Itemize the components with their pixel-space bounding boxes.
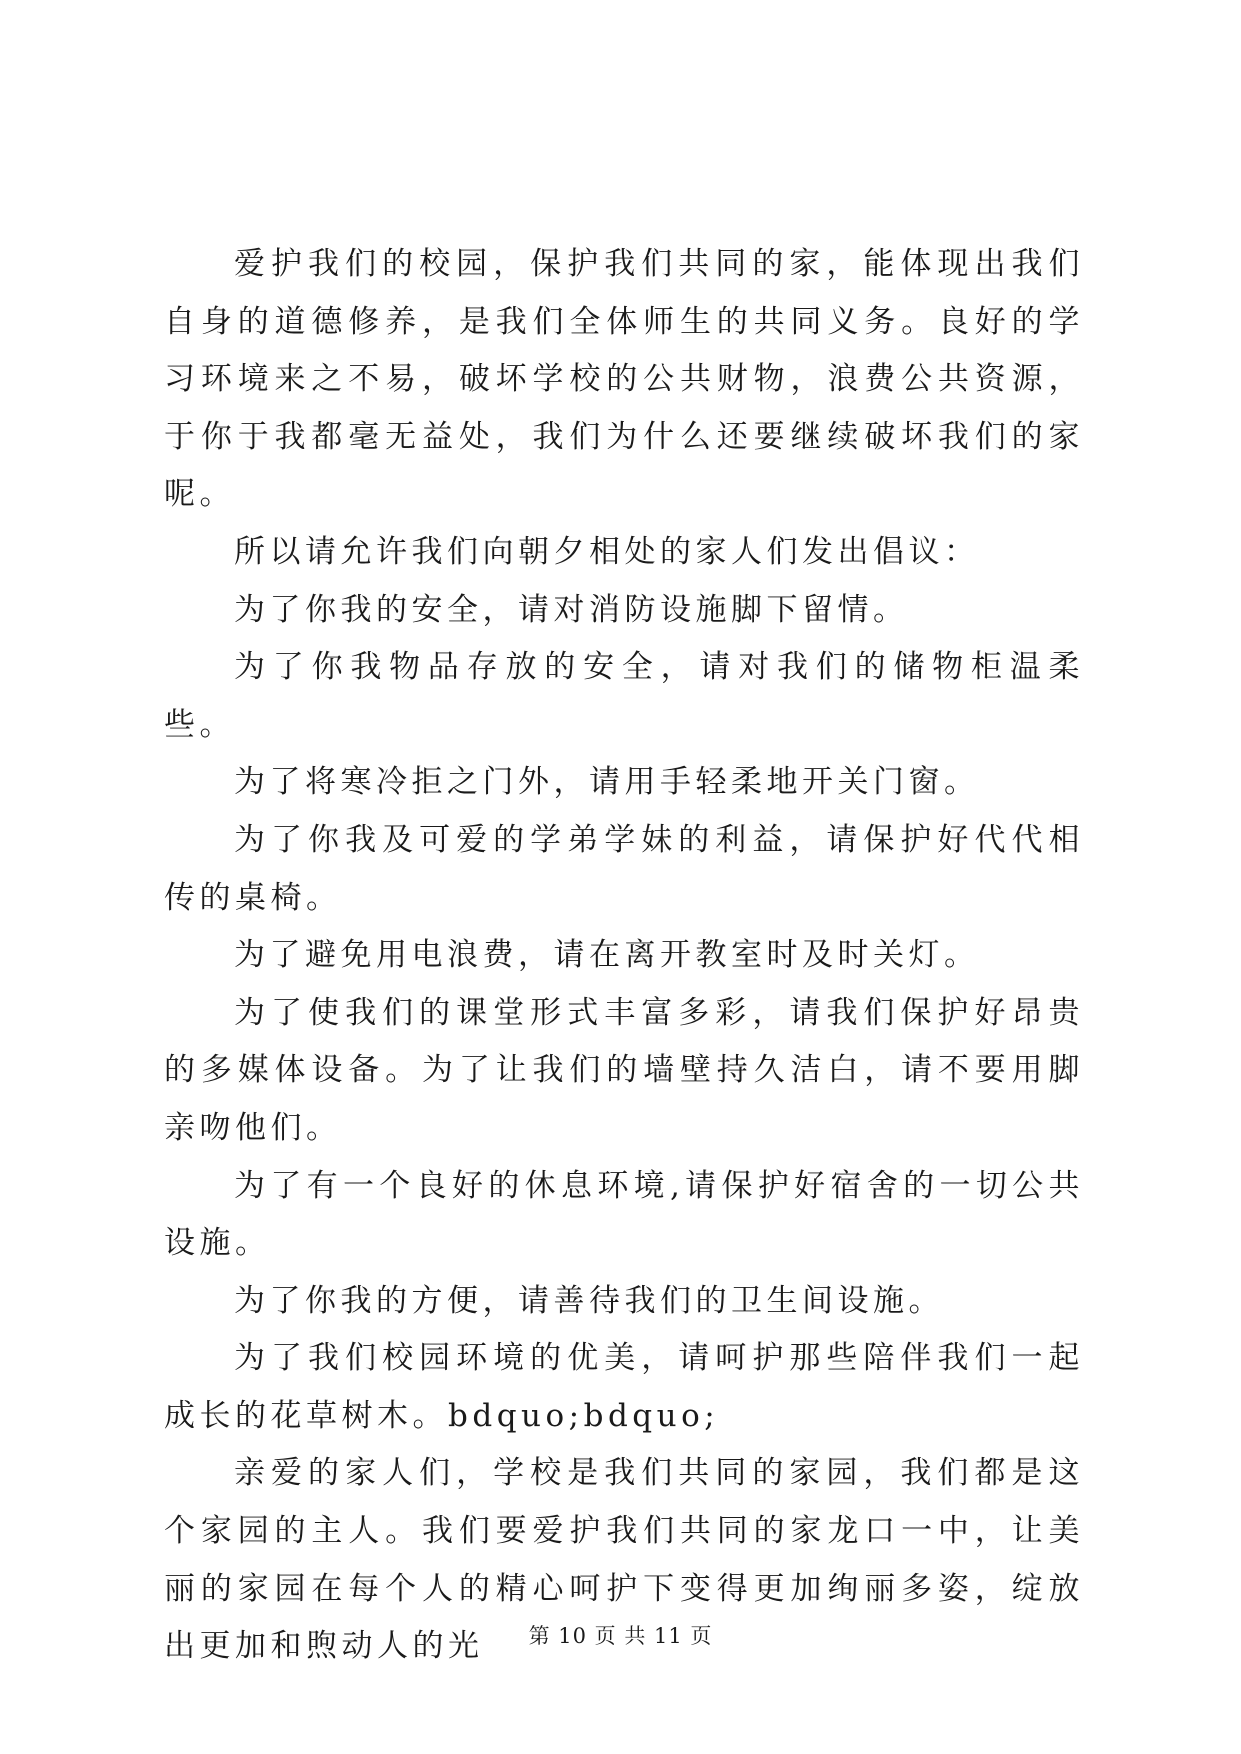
paragraph-9: 为了有一个良好的休息环境,请保护好宿舍的一切公共设施。 bbox=[164, 1167, 1084, 1262]
paragraph-11: 为了我们校园环境的优美，请呵护那些陪伴我们一起成长的花草树木。bdquo;bdquo; bbox=[164, 1340, 1084, 1434]
paragraph-2: 所以请允许我们向朝夕相处的家人们发出倡议： bbox=[234, 533, 980, 570]
paragraph-10: 为了你我的方便，请善待我们的卫生间设施。 bbox=[234, 1282, 944, 1319]
paragraph-4: 为了你我物品存放的安全，请对我们的储物柜温柔些。 bbox=[164, 649, 1084, 743]
paragraph-6: 为了你我及可爱的学弟学妹的利益，请保护好代代相传的桌椅。 bbox=[164, 821, 1084, 916]
body-text bbox=[164, 236, 1084, 1676]
paragraph-8: 为了使我们的课堂形式丰富多彩，请我们保护好昂贵的多媒体设备。为了让我们的墙壁持久洁白，请不要用脚亲吻他们。 bbox=[164, 994, 1084, 1146]
paragraph-12: 亲爱的家人们，学校是我们共同的家园，我们都是这个家园的主人。我们要爱护我们共同的家龙口一中，让美丽的家园在每个人的精心呵护下变得更加绚丽多姿，绽放出更加和煦动人的光 bbox=[164, 1455, 1084, 1665]
paragraph-7: 为了避免用电浪费，请在离开教室时及时关灯。 bbox=[234, 937, 980, 974]
paragraph-3: 为了你我的安全，请对消防设施脚下留情。 bbox=[234, 591, 909, 628]
page-number-footer: 第 10 页 共 11 页 bbox=[528, 1624, 713, 1648]
paragraph-1: 爱护我们的校园，保护我们共同的家，能体现出我们自身的道德修养，是我们全体师生的共同义务。良好的学习环境来之不易，破坏学校的公共财物，浪费公共资源，于你于我都毫无益处，我们为什么还要继续破坏我们的家呢。 bbox=[164, 246, 1084, 513]
paragraph-5: 为了将寒冷拒之门外，请用手轻柔地开关门窗。 bbox=[234, 764, 980, 801]
